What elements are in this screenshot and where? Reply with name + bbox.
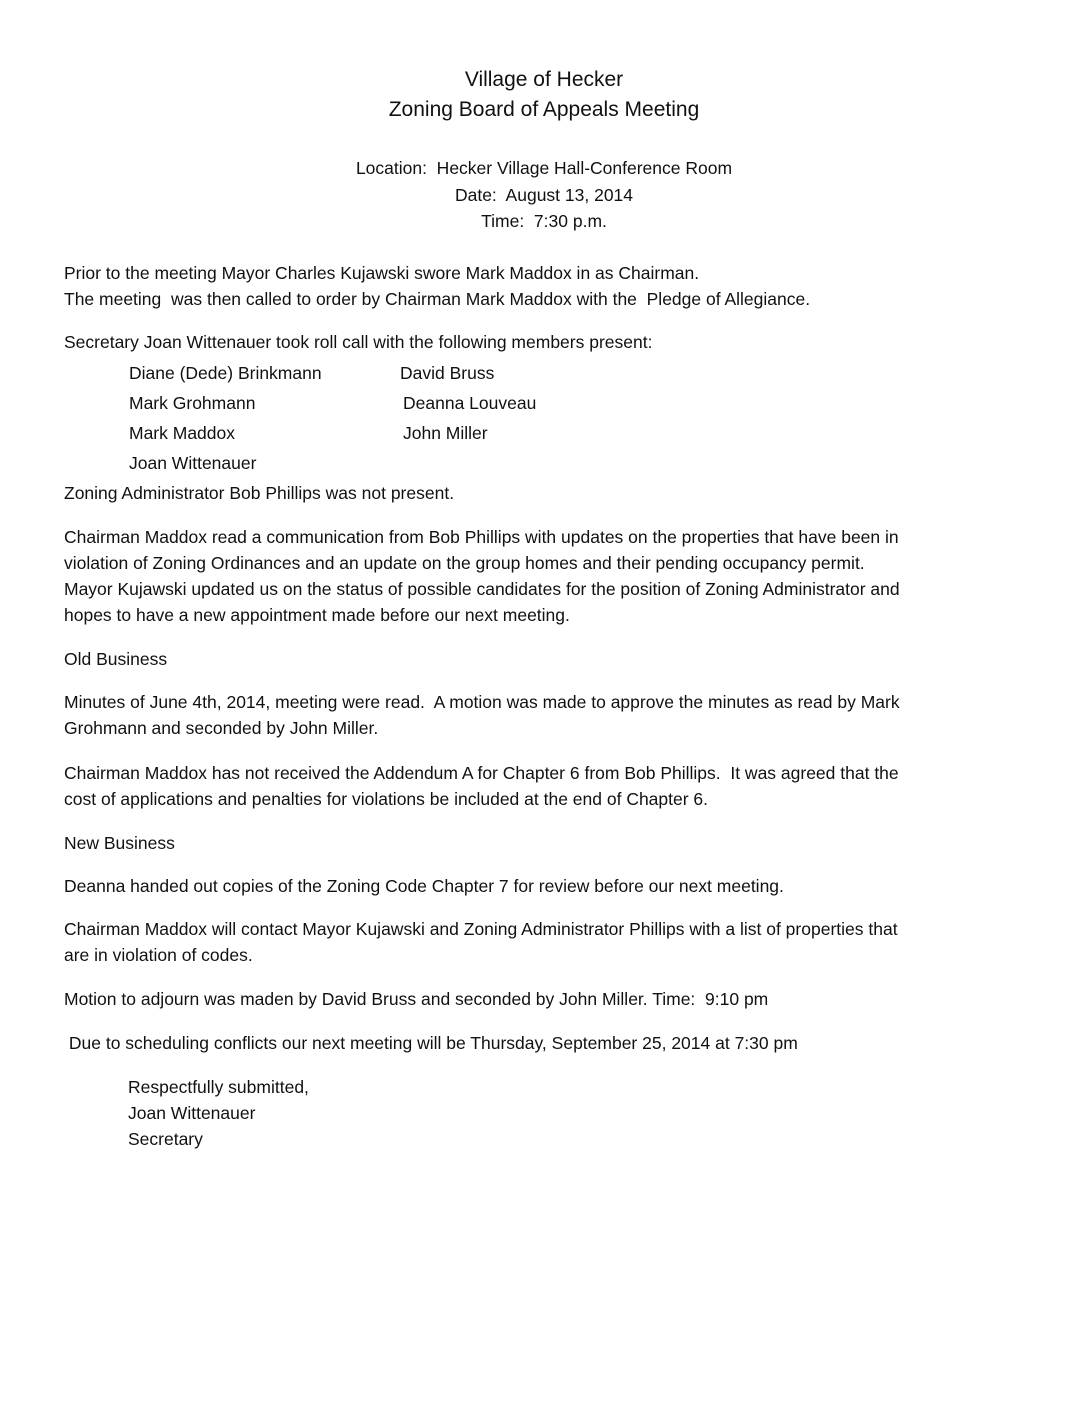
absent-note: Zoning Administrator Bob Phillips was not present. bbox=[64, 483, 455, 503]
contact-line-1: Chairman Maddox will contact Mayor Kujawski and Zoning Administrator Phillips with a list of properties that bbox=[64, 919, 898, 939]
intro-line-2: The meeting was then called to order by Chairman Mark Maddox with the Pledge of Allegiance. bbox=[64, 289, 811, 309]
addendum-line-2: cost of applications and penalties for violations be included at the end of Chapter 6. bbox=[64, 789, 709, 809]
new-business-heading: New Business bbox=[64, 833, 175, 853]
signature-name: Joan Wittenauer bbox=[128, 1103, 256, 1123]
addendum-line-1: Chairman Maddox has not received the Addendum A for Chapter 6 from Bob Phillips. It was agreed that the bbox=[64, 763, 899, 783]
meeting-location: Location: Hecker Village Hall-Conference Room bbox=[355, 158, 733, 178]
member-name: Joan Wittenauer bbox=[129, 453, 257, 473]
signature-title: Secretary bbox=[128, 1129, 203, 1149]
minutes-line-2: Grohmann and seconded by John Miller. bbox=[64, 718, 379, 738]
member-name: Deanna Louveau bbox=[403, 393, 537, 413]
member-name: John Miller bbox=[403, 423, 488, 443]
communication-line-1: Chairman Maddox read a communication from Bob Phillips with updates on the properties that have been in bbox=[64, 527, 899, 547]
signature-closing: Respectfully submitted, bbox=[128, 1077, 309, 1097]
communication-line-2: violation of Zoning Ordinances and an update on the group homes and their pending occupancy permit. bbox=[64, 553, 865, 573]
title-village: Village of Hecker bbox=[464, 68, 624, 91]
member-name: David Bruss bbox=[400, 363, 495, 383]
meeting-date: Date: August 13, 2014 bbox=[454, 185, 634, 205]
old-business-heading: Old Business bbox=[64, 649, 168, 669]
adjourn-motion: Motion to adjourn was maden by David Bruss and seconded by John Miller. Time: 9:10 pm bbox=[64, 989, 769, 1009]
deanna-handout: Deanna handed out copies of the Zoning Code Chapter 7 for review before our next meeting. bbox=[64, 876, 784, 896]
communication-line-4: hopes to have a new appointment made before our next meeting. bbox=[64, 605, 570, 625]
member-name: Mark Grohmann bbox=[129, 393, 256, 413]
contact-line-2: are in violation of codes. bbox=[64, 945, 253, 965]
meeting-time: Time: 7:30 p.m. bbox=[481, 211, 607, 231]
intro-line-1: Prior to the meeting Mayor Charles Kujawski swore Mark Maddox in as Chairman. bbox=[64, 263, 700, 283]
member-name: Diane (Dede) Brinkmann bbox=[129, 363, 322, 383]
roll-call-intro: Secretary Joan Wittenauer took roll call with the following members present: bbox=[64, 332, 653, 352]
minutes-line-1: Minutes of June 4th, 2014, meeting were read. A motion was made to approve the minutes as read by Mark bbox=[64, 692, 900, 712]
next-meeting: Due to scheduling conflicts our next meeting will be Thursday, September 25, 2014 at 7:30 pm bbox=[64, 1033, 798, 1053]
member-name: Mark Maddox bbox=[129, 423, 236, 443]
communication-line-3: Mayor Kujawski updated us on the status of possible candidates for the position of Zoning Administrator and bbox=[64, 579, 900, 599]
title-meeting: Zoning Board of Appeals Meeting bbox=[388, 98, 700, 121]
